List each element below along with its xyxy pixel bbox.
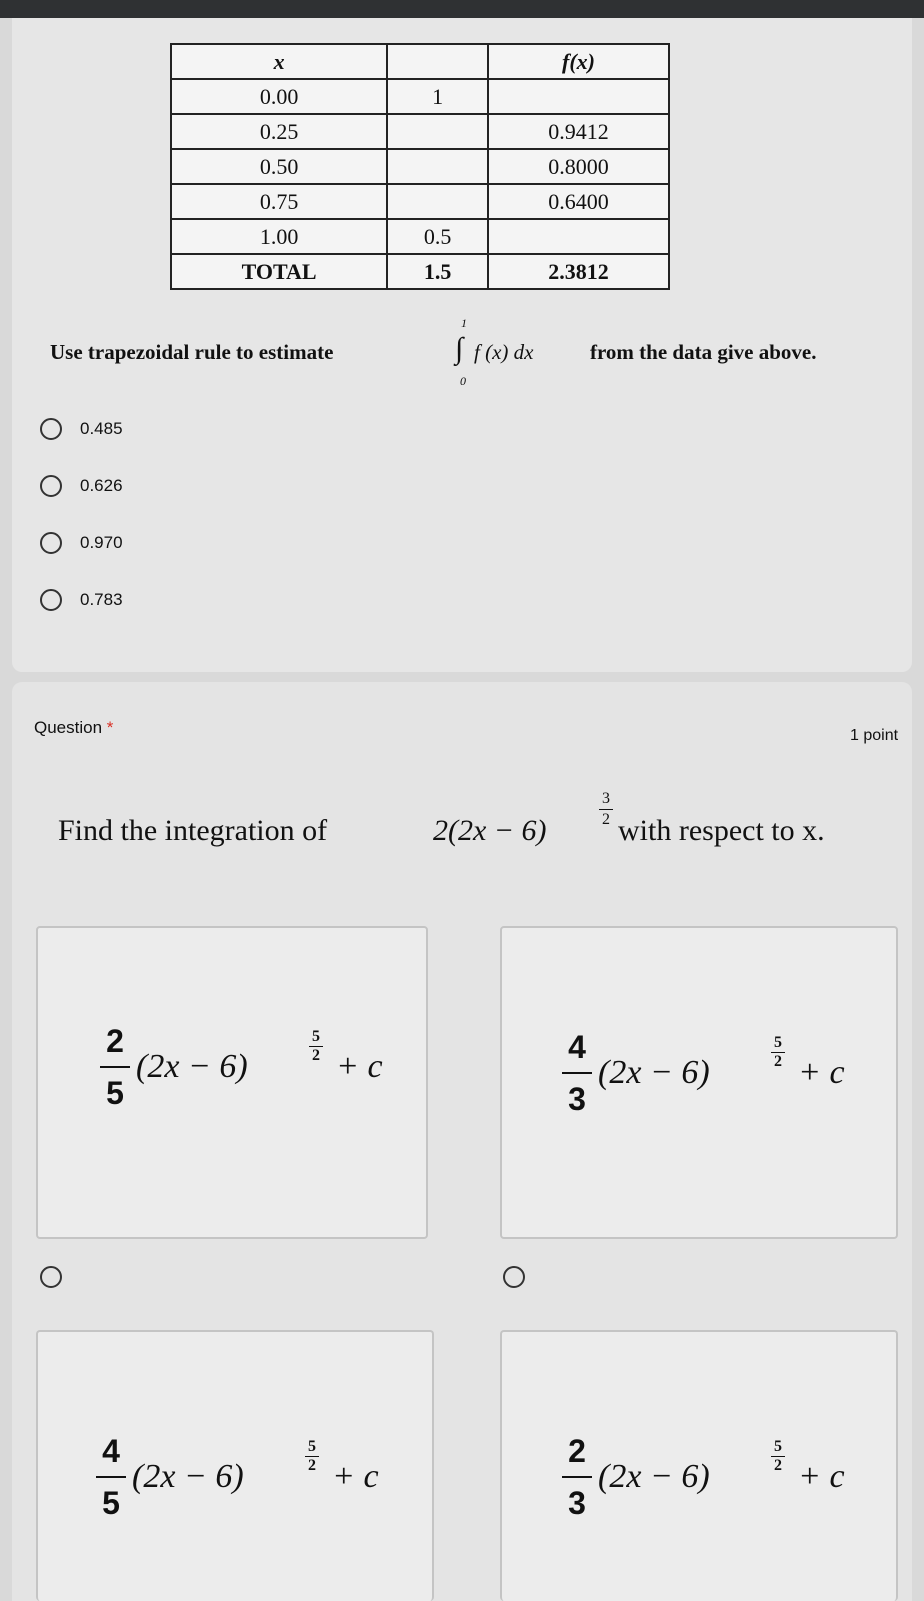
- data-table: [170, 43, 670, 290]
- coefficient-fraction: [100, 1018, 130, 1116]
- table-row: [171, 149, 669, 184]
- fraction-bar: [96, 1476, 126, 1478]
- math-exponent: [308, 1028, 324, 1065]
- math-exponent: [304, 1438, 320, 1475]
- radio-button[interactable]: [40, 589, 62, 611]
- radio-button[interactable]: [40, 475, 62, 497]
- math-body: (2x − 6): [598, 1054, 710, 1091]
- table-total-row: [171, 254, 669, 289]
- fraction-numerator: 4: [102, 1433, 120, 1469]
- table-cell: [387, 149, 488, 184]
- integrand: f (x) dx: [474, 340, 534, 364]
- radio-button[interactable]: [503, 1266, 525, 1288]
- fraction-numerator: 2: [106, 1023, 124, 1059]
- coefficient-fraction: [562, 1428, 592, 1526]
- fraction-bar: [562, 1072, 592, 1074]
- exponent-numerator: 5: [308, 1438, 316, 1455]
- exponent-denominator: 2: [308, 1457, 316, 1474]
- question-2-prefix: Find the integration of: [58, 814, 328, 847]
- constant-term: + c: [798, 1054, 845, 1091]
- exponent-denominator: 2: [312, 1047, 320, 1064]
- table-cell: 0.50: [171, 149, 387, 184]
- option-label: 0.485: [80, 419, 123, 438]
- table-cell: 0.25: [171, 114, 387, 149]
- table-cell: 0.00: [171, 79, 387, 114]
- option-3[interactable]: [40, 528, 123, 558]
- answer-a-radio-row[interactable]: [40, 1262, 62, 1292]
- table-cell: [488, 219, 669, 254]
- option-label: 0.783: [80, 590, 123, 609]
- answer-b-radio-row[interactable]: [503, 1262, 525, 1292]
- option-4[interactable]: [40, 585, 123, 615]
- table-header-cell: f(x): [488, 44, 669, 79]
- fraction-numerator: 4: [568, 1029, 586, 1065]
- fraction-denominator: 5: [102, 1485, 120, 1521]
- option-label: 0.626: [80, 476, 123, 495]
- table-cell: 0.9412: [488, 114, 669, 149]
- table-cell: [387, 184, 488, 219]
- radio-button[interactable]: [40, 532, 62, 554]
- table-cell: 0.75: [171, 184, 387, 219]
- table-cell: 0.6400: [488, 184, 669, 219]
- table-cell: [488, 79, 669, 114]
- option-label: 0.970: [80, 533, 123, 552]
- table-cell: 1.5: [387, 254, 488, 289]
- fraction-bar: [562, 1476, 592, 1478]
- table-header-cell: x: [171, 44, 387, 79]
- exponent-denominator: 2: [774, 1053, 782, 1070]
- integral-upper-limit: 1: [461, 316, 467, 330]
- top-bar: [0, 0, 924, 18]
- fraction-bar: [599, 809, 613, 810]
- table-row: [171, 79, 669, 114]
- constant-term: + c: [798, 1458, 845, 1495]
- question-2-header: [34, 718, 113, 738]
- required-mark: *: [106, 718, 114, 737]
- table-cell: [387, 114, 488, 149]
- fraction-numerator: 2: [568, 1433, 586, 1469]
- exponent-denominator: 2: [602, 811, 610, 828]
- question-2-expression: 2(2x − 6): [433, 814, 547, 847]
- question-1-suffix: from the data give above.: [590, 340, 817, 364]
- radio-button[interactable]: [40, 1266, 62, 1288]
- exponent-numerator: 3: [602, 790, 610, 807]
- option-2[interactable]: [40, 471, 123, 501]
- fraction-bar: [100, 1066, 130, 1068]
- integral-sign: ∫: [455, 332, 464, 365]
- points-label: 1 point: [850, 727, 899, 744]
- option-1[interactable]: [40, 414, 123, 444]
- question-2-suffix: with respect to x.: [618, 814, 825, 847]
- exponent-denominator: 2: [774, 1457, 782, 1474]
- radio-button[interactable]: [40, 418, 62, 440]
- question-1-prefix: Use trapezoidal rule to estimate: [50, 340, 334, 364]
- math-body: (2x − 6): [136, 1048, 248, 1085]
- coefficient-fraction: [96, 1428, 126, 1526]
- question-title: Question: [34, 718, 103, 737]
- question-1-text: [50, 318, 910, 388]
- math-body: (2x − 6): [598, 1458, 710, 1495]
- math-body: (2x − 6): [132, 1458, 244, 1495]
- table-row: [171, 184, 669, 219]
- exponent-numerator: 5: [774, 1034, 782, 1051]
- table-cell: TOTAL: [171, 254, 387, 289]
- constant-term: + c: [336, 1048, 383, 1085]
- table-row: [171, 219, 669, 254]
- question-2-text: [58, 790, 898, 860]
- fraction-denominator: 3: [568, 1081, 586, 1117]
- exponent-numerator: 5: [312, 1028, 320, 1045]
- table-cell: 2.3812: [488, 254, 669, 289]
- integral-expression: [455, 318, 581, 388]
- math-exponent: [770, 1034, 786, 1071]
- coefficient-fraction: [562, 1024, 592, 1122]
- table-cell: 0.8000: [488, 149, 669, 184]
- question-2-exponent: [596, 790, 616, 829]
- table-row: [171, 114, 669, 149]
- table-cell: 1: [387, 79, 488, 114]
- exponent-numerator: 5: [774, 1438, 782, 1455]
- fraction-denominator: 3: [568, 1485, 586, 1521]
- table-header-cell: [387, 44, 488, 79]
- table-header-row: [171, 44, 669, 79]
- integral-lower-limit: 0: [460, 374, 466, 388]
- math-exponent: [770, 1438, 786, 1475]
- table-cell: 1.00: [171, 219, 387, 254]
- fraction-denominator: 5: [106, 1075, 124, 1111]
- constant-term: + c: [332, 1458, 379, 1495]
- table-cell: 0.5: [387, 219, 488, 254]
